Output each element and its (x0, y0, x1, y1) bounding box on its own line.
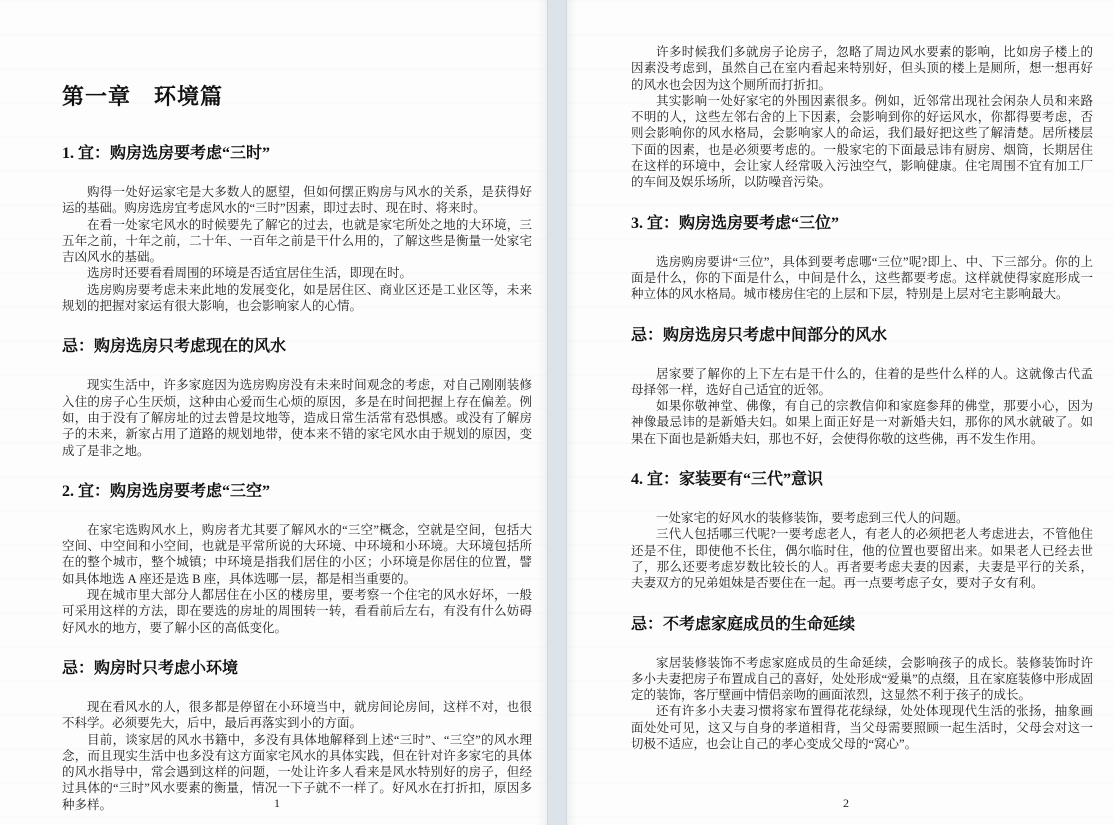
page-number: 1 (274, 796, 280, 810)
body-paragraph: 现实生活中，许多家庭因为选房购房没有未来时间观念的考虑，对自己刚刚装修入住的房子心生厌烦，这种由心爱而生心烦的原因，多是在时间把握上存在偏差。例如，由于没有了解房址的过去曾是坟地等，造成日常生活常有恐惧感。或没有了解房子的未来，新家占用了道路的规划地带，使本来不错的家宅风水由于规划的原因，变成了是非之地。 (62, 378, 532, 458)
body-paragraph: 选房时还要看看周围的环境是否适宜居住生活，即现在时。 (87, 266, 413, 281)
section-heading: 忌：购房选房只考虑现在的风水 (62, 338, 287, 356)
body-paragraph: 购得一处好运家宅是大多数人的愿望，但如何摆正购房与风水的关系，是获得好运的基础。购房选房宜考虑风水的“三时”因素，即过去时、现在时、将来时。 (62, 185, 532, 216)
section-heading: 3. 宜：购房选房要考虑“三位” (631, 214, 840, 232)
body-paragraph: 居家要了解你的上下左右是干什么的，住着的是些什么样的人。这就像古代孟母择邻一样，选好自己适宜的近邻。 (631, 366, 1093, 397)
section-heading: 2. 宜：购房选房要考虑“三空” (62, 482, 271, 500)
page-gutter (547, 0, 567, 825)
body-paragraph: 现在看风水的人，很多都是停留在小环境当中，就房间论房间，这样不对，也很不科学。必须要先大，后中，最后再落实到小的方面。 (62, 699, 532, 731)
body-paragraph: 三代人包括哪三代呢?一要考虑老人，有老人的必须把老人考虑进去，不管他住还是不住，即使他不长住，偶尔临时住，他的位置也要留出来。如果老人已经去世了，那么还要考虑岁数比较长的人。再者要考虑夫妻的因素，夫妻是平行的关系，夫妻双方的兄弟姐妹是否要住在一起。再一点要考虑子女，要对子女有利。 (631, 527, 1093, 591)
body-paragraph: 现在城市里大部分人都居住在小区的楼房里，要考察一个住宅的风水好坏，一般可采用这样的方法，即在要选的房址的周围转一转，看看前后左右，有没有什么妨碍好风水的地方，要了解小区的高低变化。 (62, 588, 532, 635)
page-content (62, 0, 532, 813)
body-paragraph: 在家宅选购风水上，购房者尤其要了解风水的“三空”概念，空就是空间，包括大空间、中空间和小空间，也就是平常所说的大环境、中环境和小环境。大环境包括所在的整个城市，整个城镇；中环境是指我们居住的小区；小环境是你居住的位置，譬如具体地选 A 座还是选 B 座，具体选哪一层，都是相当重要的。 (62, 522, 532, 586)
page-content (631, 0, 1093, 752)
chapter-title: 第一章 环境篇 (62, 84, 224, 109)
body-paragraph: 一处家宅的好风水的装修装饰，要考虑到三代人的问题。 (656, 511, 969, 526)
body-paragraph: 选房购房要讲“三位”，具体到要考虑哪“三位”呢?即上、中、下三部分。你的上面是什么，你的下面是什么，中间是什么，这些都要考虑。这样就使得家庭形成一种立体的风水格局。城市楼房住宅的上层和下层，特别是上层对宅主影响最大。 (631, 254, 1093, 302)
body-paragraph: 其实影响一处好家宅的外围因素很多。例如，近邻常出现社会闲杂人员和来路不明的人，这些左邻右舍的上下因素，会影响到你的好运风水，你都得要考虑，否则会影响你的风水格局，会影响家人的命运，我们最好把这些了解清楚。居所楼层下面的因素，也是必须要考虑的。一般家宅的下面最忌讳有厨房、烟筒，长期居住在这样的环境中，会让家人经常吸入污浊空气，影响健康。住宅周围不宜有加工厂的车间及娱乐场所，以防噪音污染。 (631, 93, 1093, 190)
section-heading: 4. 宜：家装要有“三代”意识 (631, 471, 824, 489)
body-paragraph: 家居装修装饰不考虑家庭成员的生命延续，会影响孩子的成长。装修装饰时许多小夫妻把房子布置成自己的喜好，处处形成“爱巢”的点缀，且在家庭装修中形成固定的装饰，客厅壁画中情侣亲吻的画面浓烈，这显然不利于孩子的成长。 (631, 655, 1093, 703)
page-2 (567, 0, 1114, 825)
section-heading: 1. 宜：购房选房要考虑“三时” (62, 145, 271, 162)
section-heading: 忌：不考虑家庭成员的生命延续 (631, 615, 856, 633)
body-paragraph: 许多时候我们多就房子论房子，忽略了周边风水要素的影响，比如房子楼上的因素没考虑到，虽然自己在室内看起来特别好，但头顶的楼上是厕所，想一想再好的风水也会因为这个厕所而打折扣。 (631, 45, 1093, 92)
body-paragraph: 如果你敬神堂、佛像，有自己的宗教信仰和家庭参拜的佛堂，那要小心，因为神像最忌讳的是新婚夫妇。如果上面正好是一对新婚夫妇，那你的风水就破了。如果在下面也是新婚夫妇，那也不好，会使得你敬的这些佛，再不发生作用。 (631, 399, 1093, 446)
section-heading: 忌：购房时只考虑小环境 (62, 659, 239, 677)
section-heading: 忌：购房选房只考虑中间部分的风水 (631, 326, 888, 344)
page-1 (0, 0, 547, 825)
body-paragraph: 选房购房要考虑未来此地的发展变化，如是居住区、商业区还是工业区等，未来规划的把握对家运有很大影响，也会影响家人的心情。 (62, 282, 532, 314)
body-paragraph: 在看一处家宅风水的时候要先了解它的过去，也就是家宅所处之地的大环境，三五年之前，十年之前，二十年、一百年之前是干什么用的，了解这些是衡量一处家宅吉凶风水的基础。 (62, 217, 532, 265)
body-paragraph: 目前，谈家居的风水书籍中，多没有具体地解释到上述“三时”、“三空”的风水理念，而且现实生活中也多没有这方面家宅风水的具体实践，但在针对许多家宅的具体的风水指导中，常会遇到这样的问题，一处让许多人看来是风水特别好的房子，但经过具体的“三时”风水要素的衡量，情况一下子就不一样了。好风水在打折扣，原因多种多样。 (62, 732, 532, 812)
body-paragraph: 还有许多小夫妻习惯将家布置得花花绿绿，处处体现现代生活的张扬，抽象画面处处可见，这又与自身的孝道相背，当父母需要照顾一起生活时，父母会对这一切极不适应，也会让自己的孝心变成父母的“窝心”。 (631, 704, 1093, 752)
page-number: 2 (843, 796, 849, 810)
